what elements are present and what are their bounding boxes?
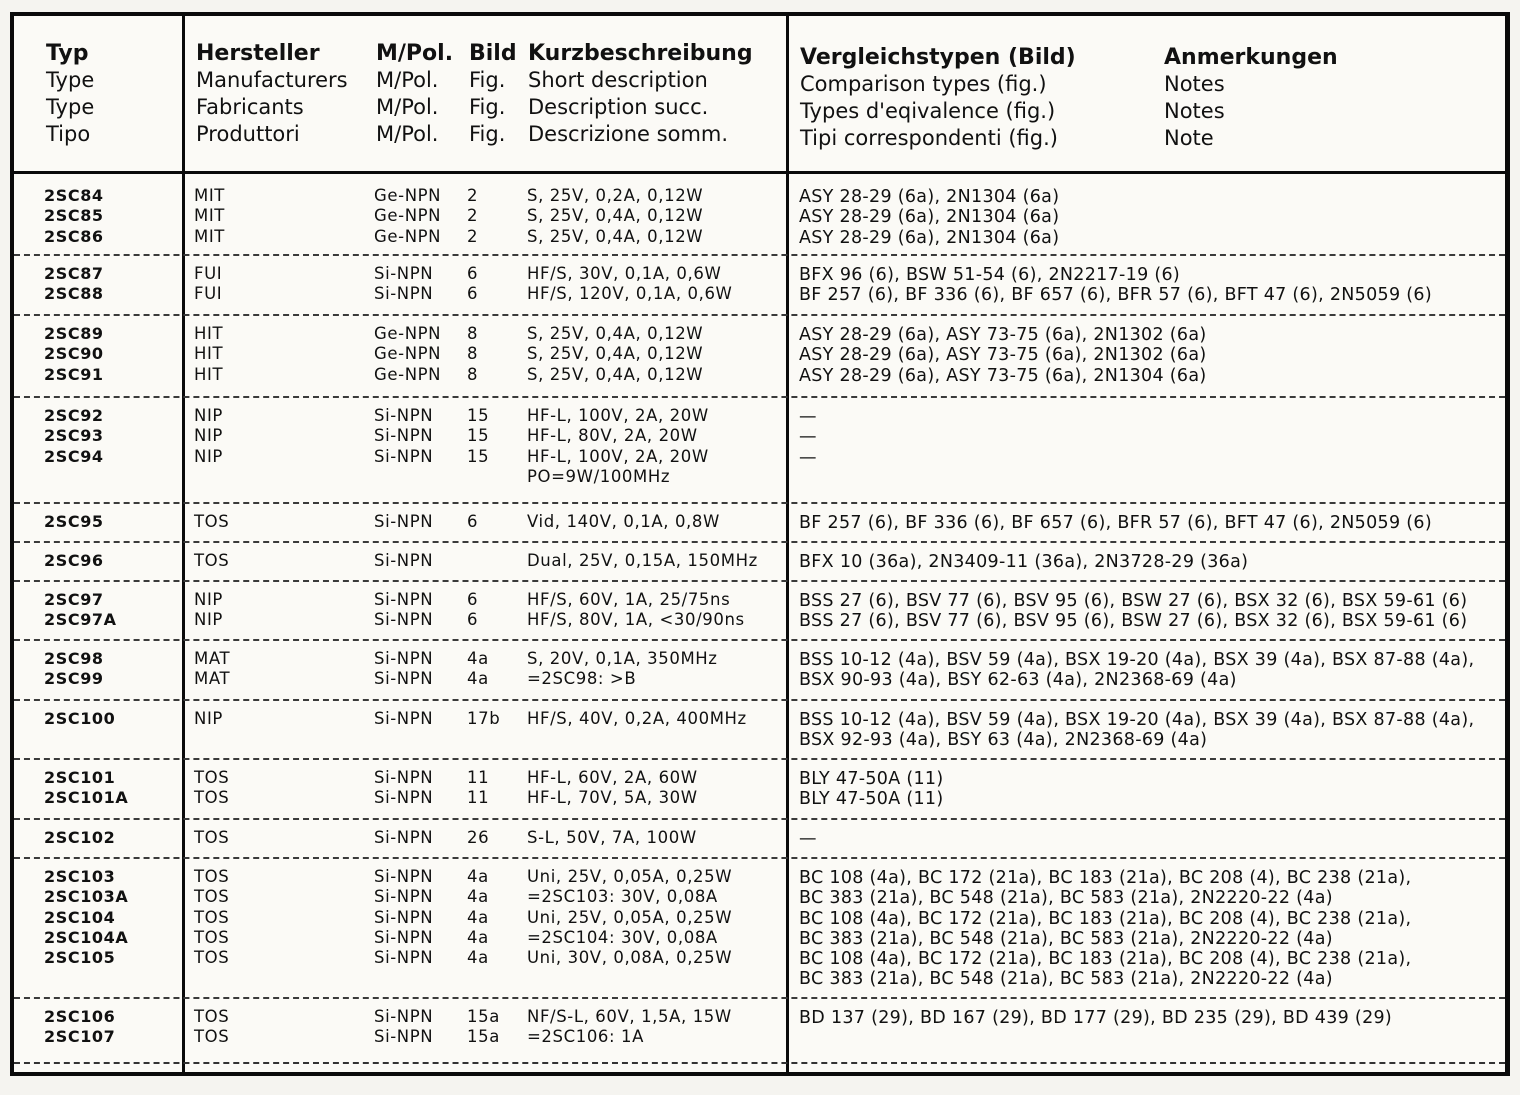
header-manufacturer-fr: Fabricants (196, 95, 304, 119)
polarity-cell-line: Si-NPN (374, 264, 434, 283)
description-cell (527, 551, 758, 571)
manufacturer-cell (194, 551, 229, 571)
manufacturer-cell-line: TOS (194, 867, 230, 886)
comparison-cell (799, 325, 1207, 386)
type-cell-line: 2SC88 (44, 284, 104, 304)
figure-cell (467, 512, 478, 532)
polarity-cell-line: Si-NPN (374, 1007, 434, 1026)
table-row-group (14, 997, 1505, 1063)
description-cell (527, 324, 703, 385)
polarity-cell-line: Si-NPN (374, 709, 434, 728)
polarity-cell (374, 324, 441, 385)
description-cell-line: PO=9W/100MHz (527, 466, 671, 486)
type-cell-line: 2SC103 (44, 867, 116, 886)
header-notes-de: Anmerkungen (1164, 45, 1338, 70)
polarity-cell-line: Si-NPN (374, 512, 434, 531)
type-cell-line: 2SC101A (44, 788, 129, 808)
description-cell-line: Vid, 140V, 0,1A, 0,8W (527, 512, 720, 531)
description-cell-line: S-L, 50V, 7A, 100W (527, 828, 697, 847)
manufacturer-cell-line: MIT (194, 206, 225, 226)
figure-cell-line: 4a (467, 927, 489, 947)
figure-cell-line: 8 (467, 364, 479, 384)
header-typ-en: Type (46, 68, 95, 92)
polarity-cell (374, 709, 433, 729)
polarity-cell-line: Si-NPN (374, 948, 434, 968)
type-cell (44, 649, 104, 690)
polarity-cell (374, 551, 433, 571)
table-row-group (14, 580, 1505, 641)
header-pol-fr: M/Pol. (376, 95, 439, 119)
type-cell-line: 2SC103A (44, 887, 129, 907)
polarity-cell-line: Si-NPN (374, 927, 434, 947)
polarity-cell (374, 1007, 433, 1048)
figure-cell-line: 2 (467, 206, 479, 226)
comparison-cell (799, 187, 1059, 248)
manufacturer-cell-line: TOS (194, 927, 230, 947)
type-cell-line: 2SC104A (44, 927, 129, 947)
header-fig-en: Fig. (469, 68, 506, 92)
polarity-cell-line: Si-NPN (374, 907, 434, 927)
figure-cell (467, 590, 478, 631)
header-notes (1164, 44, 1338, 152)
comparison-cell-line: ASY 28-29 (6a), ASY 73-75 (6a), 2N1304 (6a) (799, 365, 1207, 386)
figure-cell-line: 2 (467, 226, 479, 246)
manufacturer-cell (194, 324, 223, 385)
manufacturer-cell (194, 264, 222, 305)
description-cell-line: =2SC103: 30V, 0,08A (527, 887, 718, 907)
polarity-cell (374, 590, 433, 631)
manufacturer-cell (194, 768, 229, 809)
polarity-cell-line: Si-NPN (374, 768, 434, 787)
figure-cell-line: 15a (467, 1007, 500, 1026)
description-cell-line: NF/S-L, 60V, 1,5A, 15W (527, 1007, 732, 1026)
description-cell-line: =2SC98: >B (527, 669, 637, 689)
description-cell (527, 867, 732, 968)
polarity-cell-line: Si-NPN (374, 284, 434, 304)
type-cell (44, 406, 104, 467)
comparison-cell-line: BF 257 (6), BF 336 (6), BF 657 (6), BFR 57 (6), BFT 47 (6), 2N5059 (6) (799, 285, 1432, 306)
header-comparison-de: Vergleichstypen (Bild) (800, 45, 1076, 70)
comparison-cell-line: BF 257 (6), BF 336 (6), BF 657 (6), BFR 57 (6), BFT 47 (6), 2N5059 (6) (799, 513, 1432, 533)
figure-cell (467, 1007, 500, 1048)
type-cell-line: 2SC89 (44, 324, 104, 343)
description-cell-line: S, 25V, 0,4A, 0,12W (527, 324, 704, 343)
table-row-group (14, 314, 1505, 398)
manufacturer-cell (194, 649, 230, 690)
comparison-cell-line: BLY 47-50A (11) (799, 789, 944, 810)
polarity-cell (374, 406, 433, 467)
header-comparison-fr: Types d'eqivalence (fig.) (800, 99, 1056, 123)
header-pol-de: M/Pol. (376, 41, 454, 66)
comparison-cell (799, 710, 1474, 751)
figure-cell-line: 6 (467, 610, 479, 630)
type-cell-line: 2SC92 (44, 406, 104, 425)
figure-cell-line: 4a (467, 907, 489, 927)
manufacturer-cell (194, 406, 223, 467)
manufacturer-cell (194, 512, 229, 532)
table-row-group (14, 699, 1505, 760)
manufacturer-cell (194, 1007, 229, 1048)
manufacturer-cell-line: HIT (194, 364, 224, 384)
polarity-cell (374, 264, 433, 305)
comparison-cell-line: — (799, 447, 817, 468)
manufacturer-cell-line: NIP (194, 590, 223, 609)
manufacturer-cell-line: NIP (194, 610, 223, 630)
header-desc-de: Kurzbeschreibung (528, 41, 753, 66)
type-cell (44, 264, 104, 305)
manufacturer-cell-line: NIP (194, 406, 223, 425)
description-cell-line: HF-L, 80V, 2A, 20W (527, 426, 698, 446)
description-cell (527, 406, 709, 487)
table-row-group (14, 857, 1505, 999)
type-cell-line: 2SC93 (44, 426, 104, 446)
polarity-cell-line: Si-NPN (374, 426, 434, 446)
table-row-group (14, 396, 1505, 504)
manufacturer-cell-line: TOS (194, 1027, 230, 1047)
polarity-cell-line: Ge-NPN (374, 324, 442, 343)
table-row-group (14, 818, 1505, 859)
type-cell-line: 2SC90 (44, 344, 104, 364)
polarity-cell-line: Si-NPN (374, 590, 434, 609)
description-cell (527, 828, 697, 848)
header-comparison-it: Tipi correspondenti (fig.) (800, 126, 1058, 150)
comparison-cell-line: — (799, 407, 817, 427)
header-manufacturer-de: Hersteller (196, 41, 320, 66)
description-cell-line: HF-L, 70V, 5A, 30W (527, 788, 698, 808)
header-fig-it: Fig. (469, 122, 506, 146)
comparison-cell-line: BC 383 (21a), BC 548 (21a), BC 583 (21a), 2N2220-22 (4a) (799, 888, 1333, 909)
figure-cell (467, 649, 489, 690)
polarity-cell-line: Si-NPN (374, 610, 434, 630)
header-desc (528, 40, 753, 148)
header-typ-de: Typ (46, 41, 89, 66)
figure-cell (467, 186, 478, 247)
description-cell (527, 1007, 732, 1048)
comparison-cell-line: BC 108 (4a), BC 172 (21a), BC 183 (21a), BC 208 (4), BC 238 (21a), (799, 949, 1412, 970)
manufacturer-cell-line: TOS (194, 1007, 230, 1026)
polarity-cell-line: Ge-NPN (374, 344, 442, 364)
description-cell-line: HF/S, 120V, 0,1A, 0,6W (527, 284, 733, 304)
manufacturer-cell-line: TOS (194, 887, 230, 907)
type-cell-line: 2SC91 (44, 364, 104, 384)
header-fig (469, 40, 517, 148)
header-notes-en: Notes (1164, 72, 1225, 96)
comparison-cell (799, 1008, 1392, 1028)
figure-cell-line: 11 (467, 768, 490, 787)
manufacturer-cell-line: TOS (194, 948, 230, 968)
figure-cell (467, 324, 478, 385)
manufacturer-cell-line: NIP (194, 446, 223, 466)
comparison-cell-line: — (799, 427, 817, 448)
figure-cell (467, 828, 489, 848)
description-cell-line: =2SC104: 30V, 0,08A (527, 927, 718, 947)
comparison-cell-line: BC 108 (4a), BC 172 (21a), BC 183 (21a), BC 208 (4), BC 238 (21a), (799, 908, 1412, 929)
polarity-cell (374, 649, 433, 690)
type-cell-line: 2SC99 (44, 669, 104, 689)
polarity-cell-line: Si-NPN (374, 551, 434, 570)
type-cell (44, 709, 115, 729)
description-cell-line: HF/S, 60V, 1A, 25/75ns (527, 590, 731, 609)
description-cell-line: =2SC106: 1A (527, 1027, 645, 1047)
figure-cell (467, 406, 489, 467)
table-row-group (14, 502, 1505, 543)
figure-cell-line: 4a (467, 887, 489, 907)
description-cell (527, 264, 732, 305)
table-bottom-rule (14, 1062, 1505, 1064)
description-cell (527, 512, 720, 532)
polarity-cell (374, 186, 441, 247)
polarity-cell-line: Ge-NPN (374, 206, 442, 226)
type-cell (44, 768, 128, 809)
header-manufacturer-it: Produttori (196, 122, 300, 146)
polarity-cell-line: Si-NPN (374, 406, 434, 425)
polarity-cell-line: Si-NPN (374, 828, 434, 847)
polarity-cell-line: Ge-NPN (374, 186, 442, 205)
figure-cell-line: 6 (467, 284, 479, 304)
table-row-group (14, 541, 1505, 582)
description-cell (527, 649, 718, 690)
polarity-cell-line: Ge-NPN (374, 364, 442, 384)
type-cell-line: 2SC98 (44, 649, 104, 668)
description-cell-line: Uni, 25V, 0,05A, 0,25W (527, 907, 733, 927)
type-cell-line: 2SC107 (44, 1027, 116, 1047)
figure-cell-line: 6 (467, 512, 479, 531)
description-cell-line: HF/S, 40V, 0,2A, 400MHz (527, 709, 747, 728)
manufacturer-cell-line: TOS (194, 828, 230, 847)
manufacturer-cell-line: FUI (194, 264, 223, 283)
figure-cell-line: 4a (467, 649, 489, 668)
description-cell-line: S, 20V, 0,1A, 350MHz (527, 649, 718, 668)
polarity-cell-line: Si-NPN (374, 887, 434, 907)
comparison-cell-line: BD 137 (29), BD 167 (29), BD 177 (29), BD 235 (29), BD 439 (29) (799, 1008, 1393, 1028)
figure-cell (467, 867, 489, 968)
figure-cell-line: 4a (467, 867, 489, 886)
comparison-cell-line: ASY 28-29 (6a), ASY 73-75 (6a), 2N1302 (6a) (799, 345, 1207, 366)
header-typ (46, 40, 94, 148)
description-cell (527, 709, 747, 729)
header-typ-fr: Type (46, 95, 95, 119)
type-cell-line: 2SC105 (44, 948, 116, 968)
description-cell-line: HF/S, 30V, 0,1A, 0,6W (527, 264, 722, 283)
manufacturer-cell-line: NIP (194, 709, 223, 728)
comparison-cell (799, 868, 1411, 990)
table-row-group (14, 639, 1505, 701)
header-desc-it: Descrizione somm. (528, 122, 729, 146)
type-cell (44, 1007, 115, 1048)
comparison-cell-line: BSS 27 (6), BSV 77 (6), BSV 95 (6), BSW 27 (6), BSX 32 (6), BSX 59-61 (6) (799, 591, 1468, 611)
table-row-group (14, 254, 1505, 316)
polarity-cell (374, 828, 433, 848)
type-cell-line: 2SC106 (44, 1007, 116, 1026)
comparison-cell-line: BFX 10 (36a), 2N3409-11 (36a), 2N3728-29 (36a) (799, 552, 1249, 572)
manufacturer-cell-line: TOS (194, 551, 230, 570)
figure-cell-line: 6 (467, 264, 479, 283)
figure-cell-line: 26 (467, 828, 490, 847)
description-cell (527, 768, 698, 809)
comparison-cell-line: ASY 28-29 (6a), 2N1304 (6a) (799, 207, 1060, 228)
type-cell-line: 2SC96 (44, 551, 104, 570)
header-pol (376, 40, 453, 148)
comparison-cell-line: ASY 28-29 (6a), 2N1304 (6a) (799, 187, 1060, 207)
type-cell-line: 2SC84 (44, 186, 104, 205)
figure-cell (467, 709, 500, 729)
comparison-cell-line: BSX 92-93 (4a), BSY 63 (4a), 2N2368-69 (4a) (799, 730, 1208, 751)
figure-cell-line: 15 (467, 446, 490, 466)
description-cell-line: S, 25V, 0,4A, 0,12W (527, 344, 704, 364)
header-manufacturer-en: Manufacturers (196, 68, 348, 92)
comparison-cell (799, 407, 817, 468)
description-cell-line: S, 25V, 0,4A, 0,12W (527, 364, 704, 384)
type-cell-line: 2SC97 (44, 590, 104, 609)
manufacturer-cell (194, 867, 229, 968)
description-cell-line: HF-L, 100V, 2A, 20W (527, 446, 709, 466)
description-cell-line: HF-L, 60V, 2A, 60W (527, 768, 698, 787)
description-cell (527, 590, 745, 631)
datasheet-table (10, 12, 1510, 1076)
comparison-cell (799, 265, 1432, 306)
figure-cell (467, 768, 489, 809)
manufacturer-cell-line: HIT (194, 344, 224, 364)
comparison-cell-line: BSS 27 (6), BSV 77 (6), BSV 95 (6), BSW 27 (6), BSX 32 (6), BSX 59-61 (6) (799, 611, 1468, 632)
comparison-cell-line: BLY 47-50A (11) (799, 769, 944, 789)
description-cell-line: HF/S, 80V, 1A, <30/90ns (527, 610, 745, 630)
description-cell-line: HF-L, 100V, 2A, 20W (527, 406, 709, 425)
polarity-cell-line: Si-NPN (374, 788, 434, 808)
header-desc-fr: Description succ. (528, 95, 709, 119)
polarity-cell (374, 867, 433, 968)
figure-cell-line: 17b (467, 709, 501, 728)
manufacturer-cell-line: MIT (194, 186, 225, 205)
figure-cell-line: 8 (467, 324, 479, 343)
figure-cell-line: 15 (467, 426, 490, 446)
header-notes-it: Note (1164, 126, 1214, 150)
comparison-cell-line: ASY 28-29 (6a), 2N1304 (6a) (799, 227, 1060, 248)
manufacturer-cell-line: FUI (194, 284, 223, 304)
description-cell-line: Uni, 25V, 0,05A, 0,25W (527, 867, 733, 886)
comparison-cell (799, 513, 1432, 533)
header-pol-it: M/Pol. (376, 122, 439, 146)
type-cell (44, 512, 104, 532)
figure-cell-line: 11 (467, 788, 490, 808)
manufacturer-cell-line: TOS (194, 768, 230, 787)
type-cell (44, 828, 115, 848)
figure-cell (467, 264, 478, 305)
type-cell-line: 2SC85 (44, 206, 104, 226)
comparison-cell-line: BSS 10-12 (4a), BSV 59 (4a), BSX 19-20 (4a), BSX 39 (4a), BSX 87-88 (4a), (799, 650, 1475, 670)
figure-cell-line: 4a (467, 948, 489, 968)
type-cell-line: 2SC86 (44, 226, 104, 246)
table-row-group (14, 758, 1505, 820)
polarity-cell-line: Si-NPN (374, 867, 434, 886)
comparison-cell-line: BFX 96 (6), BSW 51-54 (6), 2N2217-19 (6) (799, 265, 1181, 285)
type-cell-line: 2SC104 (44, 907, 116, 927)
comparison-cell (799, 829, 817, 849)
manufacturer-cell (194, 186, 225, 247)
description-cell-line: S, 25V, 0,2A, 0,12W (527, 186, 704, 205)
manufacturer-cell-line: MIT (194, 226, 225, 246)
type-cell (44, 551, 104, 571)
polarity-cell (374, 512, 433, 532)
figure-cell-line: 4a (467, 669, 489, 689)
manufacturer-cell-line: HIT (194, 324, 224, 343)
comparison-cell-line: BC 108 (4a), BC 172 (21a), BC 183 (21a), BC 208 (4), BC 238 (21a), (799, 868, 1412, 888)
type-cell (44, 867, 128, 968)
polarity-cell (374, 768, 433, 809)
description-cell-line: S, 25V, 0,4A, 0,12W (527, 226, 704, 246)
manufacturer-cell-line: MAT (194, 649, 231, 668)
comparison-cell-line: BSS 10-12 (4a), BSV 59 (4a), BSX 19-20 (4a), BSX 39 (4a), BSX 87-88 (4a), (799, 710, 1475, 730)
comparison-cell-line: BC 383 (21a), BC 548 (21a), BC 583 (21a), 2N2220-22 (4a) (799, 969, 1333, 990)
comparison-cell-line: BSX 90-93 (4a), BSY 62-63 (4a), 2N2368-69 (4a) (799, 670, 1237, 691)
type-cell-line: 2SC100 (44, 709, 116, 728)
header-notes-fr: Notes (1164, 99, 1225, 123)
header-fig-fr: Fig. (469, 95, 506, 119)
comparison-cell (799, 591, 1467, 632)
header-typ-it: Tipo (46, 122, 91, 146)
polarity-cell-line: Si-NPN (374, 1027, 434, 1047)
header-pol-en: M/Pol. (376, 68, 439, 92)
header-divider (14, 171, 1505, 174)
description-cell-line: Dual, 25V, 0,15A, 150MHz (527, 551, 758, 570)
header-manufacturer (196, 40, 348, 148)
type-cell (44, 590, 117, 631)
polarity-cell-line: Si-NPN (374, 649, 434, 668)
type-cell-line: 2SC102 (44, 828, 116, 847)
comparison-cell-line: ASY 28-29 (6a), ASY 73-75 (6a), 2N1302 (6a) (799, 325, 1207, 345)
comparison-cell (799, 769, 944, 810)
type-cell-line: 2SC95 (44, 512, 104, 531)
polarity-cell-line: Ge-NPN (374, 226, 442, 246)
type-cell-line: 2SC97A (44, 610, 117, 630)
type-cell-line: 2SC94 (44, 446, 104, 466)
header-comparison (800, 44, 1076, 152)
type-cell (44, 186, 104, 247)
header-comparison-en: Comparison types (fig.) (800, 72, 1047, 96)
manufacturer-cell (194, 590, 223, 631)
manufacturer-cell-line: TOS (194, 512, 230, 531)
type-cell (44, 324, 104, 385)
figure-cell-line: 15a (467, 1027, 500, 1047)
comparison-cell (799, 650, 1474, 691)
type-cell-line: 2SC101 (44, 768, 116, 787)
figure-cell-line: 15 (467, 406, 490, 425)
description-cell-line: Uni, 30V, 0,08A, 0,25W (527, 948, 733, 968)
manufacturer-cell (194, 709, 223, 729)
manufacturer-cell-line: TOS (194, 788, 230, 808)
polarity-cell-line: Si-NPN (374, 446, 434, 466)
type-cell-line: 2SC87 (44, 264, 104, 283)
manufacturer-cell-line: TOS (194, 907, 230, 927)
comparison-cell-line: BC 383 (21a), BC 548 (21a), BC 583 (21a), 2N2220-22 (4a) (799, 928, 1333, 949)
header-fig-de: Bild (469, 41, 517, 66)
manufacturer-cell-line: NIP (194, 426, 223, 446)
header-desc-en: Short description (528, 68, 708, 92)
comparison-cell (799, 552, 1248, 572)
comparison-cell-line: — (799, 829, 817, 849)
figure-cell-line: 6 (467, 590, 479, 609)
manufacturer-cell-line: MAT (194, 669, 231, 689)
table-row-group (14, 178, 1505, 254)
description-cell (527, 186, 703, 247)
figure-cell-line: 8 (467, 344, 479, 364)
description-cell-line: S, 25V, 0,4A, 0,12W (527, 206, 704, 226)
figure-cell-line: 2 (467, 186, 479, 205)
manufacturer-cell (194, 828, 229, 848)
polarity-cell-line: Si-NPN (374, 669, 434, 689)
